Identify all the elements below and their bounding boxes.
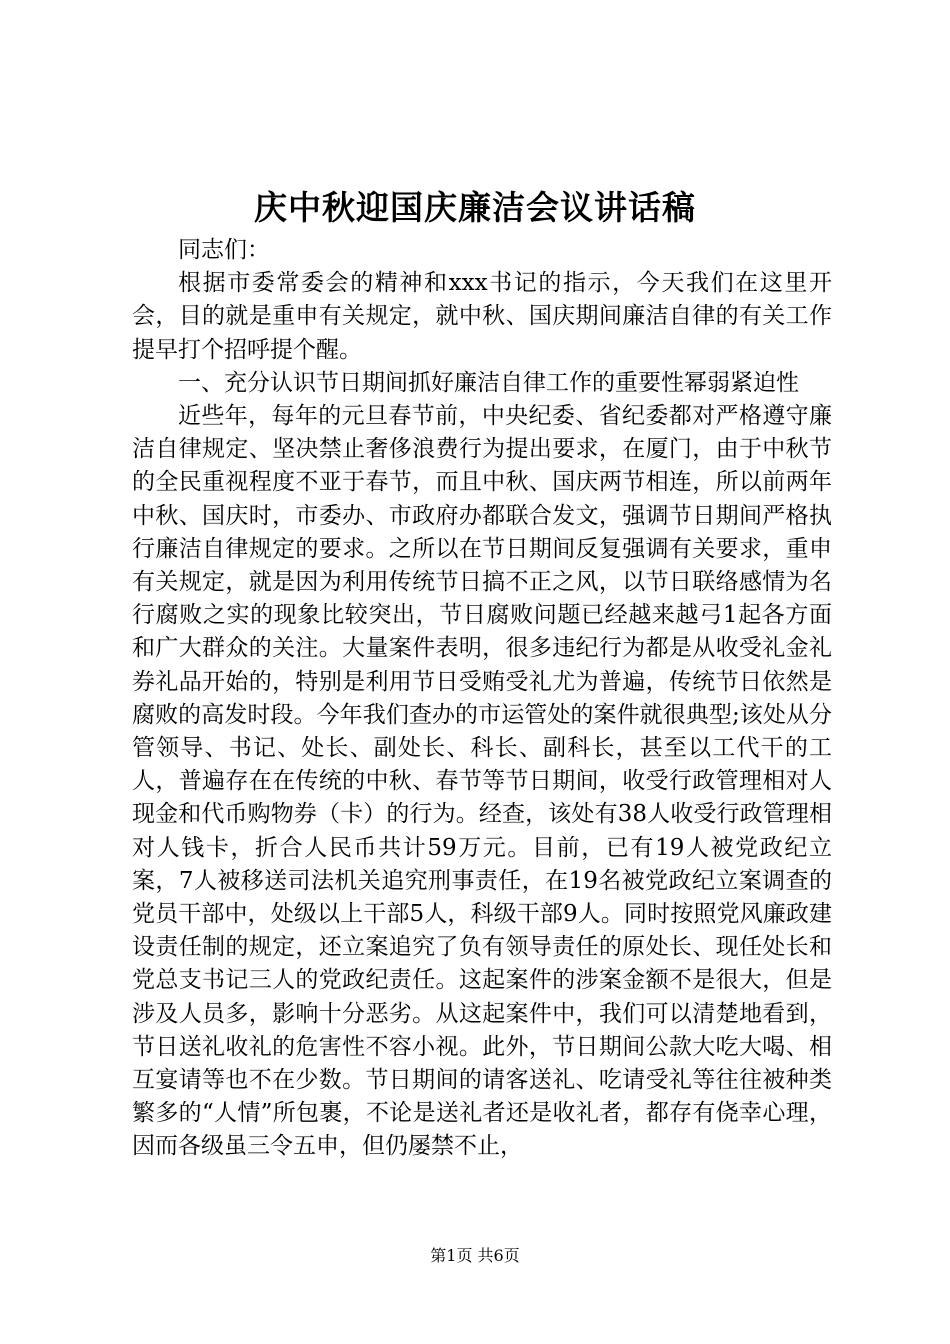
section-heading: 一、充分认识节日期间抓好廉洁自律工作的重要性幂弱紧迫性: [178, 369, 799, 396]
salutation-paragraph: 同志们：: [178, 237, 270, 263]
page-footer: 第1页 共6页: [430, 1246, 520, 1265]
intro-paragraph: 根据市委常委会的精神和xxx书记的指示，今天我们在这里开会，目的就是重申有关规定，就中秋、国庆期间廉洁自律的有关工作提早打个招呼提个醒。: [132, 270, 832, 363]
body-paragraph: 近些年，每年的元旦春节前，中央纪委、省纪委都对严格遵守廉洁自律规定、坚决禁止奢侈浪费行为提出要求，在厦门，由于中秋节的全民重视程度不亚于春节，而且中秋、国庆两节相连，所以前两年中秋、国庆时，市委办、市政府办都联合发文，强调节日期间严格执行廉洁自律规定的要求。之所以在节日期间反复强调有关要求，重申有关规定，就是因为利用传统节日搞不正之风，以节日联络感情为名行腐败之实的现象比较突出，节日腐败问题已经越来越弓1起各方面和广大群众的关注。大量案件表明，很多违纪行为都是从收受礼金礼券礼品开始的，特别是利用节日受贿受礼尤为普遍，传统节日依然是腐败的高发时段。今年我们查办的市运管处的案件就很典型;该处从分管领导、书记、处长、副处长、科长、副科长，甚至以工代干的工人，普遍存在在传统的中秋、春节等节日期间，收受行政管理相对人现金和代币购物券（卡）的行为。经查，该处有38人收受行政管理相对人钱卡，折合人民币共计59万元。目前，已有19人被党政纪立案，7人被移送司法机关追究刑事责任，在19名被党政纪立案调查的党员干部中，处级以上干部5人，科级干部9人。同时按照党风廉政建设责任制的规定，还立案追究了负有领导责任的原处长、现任处长和党总支书记三人的党政纪责任。这起案件的涉案金额不是很大，但是涉及人员多，影响十分恶劣。从这起案件中，我们可以清楚地看到，节日送礼收礼的危害性不容小视。此外，节日期间公款大吃大喝、相互宴请等也不在少数。节日期间的请客送礼、吃请受礼等往往被种类繁多的“人情”所包裹，不论是送礼者还是收礼者，都存有侥幸心理，因而各级虽三令五申，但仍屡禁不止，: [132, 403, 832, 1160]
page-title: 庆中秋迎国庆廉洁会议讲话稿: [254, 188, 696, 227]
document-body: [132, 234, 832, 1164]
